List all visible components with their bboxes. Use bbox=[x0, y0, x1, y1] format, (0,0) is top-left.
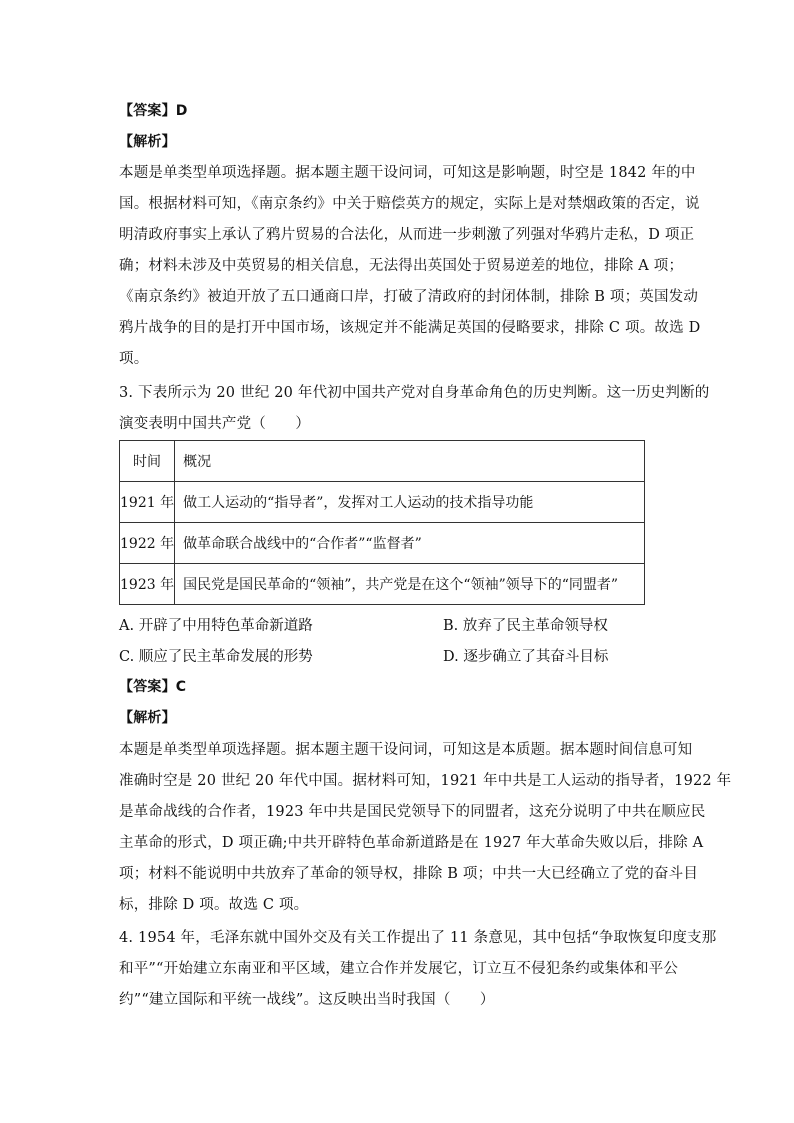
q4-stem-line: 约”“建立国际和平统一战线”。这反映出当时我国（ ） bbox=[119, 992, 495, 1008]
q3-stem-line: 3. 下表所示为 20 世纪 20 年代初中国共产党对自身革命角色的历史判断。这一历史判断的 bbox=[119, 385, 710, 401]
table-cell-year: 1922 年 bbox=[120, 523, 175, 564]
table-cell-year: 1921 年 bbox=[120, 482, 175, 523]
q3-analysis-line: 主革命的形式，D 项正确;中共开辟特色革命新道路是在 1927 年大革命失败以后，排除 A bbox=[119, 835, 704, 851]
q2-analysis-line: 《南京条约》被迫开放了五口通商口岸，打破了清政府的封闭体制，排除 B 项；英国发动 bbox=[119, 289, 699, 305]
table-row bbox=[120, 564, 645, 605]
q2-analysis-line: 国。根据材料可知，《南京条约》中关于赔偿英方的规定，实际上是对禁烟政策的否定，说 bbox=[119, 196, 700, 212]
q2-analysis-line: 项。 bbox=[119, 351, 149, 367]
table-cell-overview: 国民党是国民革命的“领袖”，共产党是在这个“领袖”领导下的“同盟者” bbox=[175, 564, 645, 605]
q2-analysis-line: 确；材料未涉及中英贸易的相关信息，无法得出英国处于贸易逆差的地位，排除 A 项； bbox=[119, 258, 684, 274]
q3-history-table bbox=[119, 440, 645, 605]
q4-stem-line: 和平”“开始建立东南亚和平区域，建立合作并发展它，订立互不侵犯条约或集体和平公 bbox=[119, 961, 679, 977]
q3-answer: 【答案】C bbox=[119, 679, 187, 695]
q2-analysis-line: 鸦片战争的目的是打开中国市场，该规定并不能满足英国的侵略要求，排除 C 项。故选 D bbox=[119, 320, 701, 336]
q4-stem-line: 4. 1954 年，毛泽东就中国外交及有关工作提出了 11 条意见，其中包括“争取恢复印度支那 bbox=[119, 930, 717, 946]
table-cell-overview: 做工人运动的“指导者”，发挥对工人运动的技术指导功能 bbox=[175, 482, 645, 523]
table-cell-overview: 做革命联合战线中的“合作者”“监督者” bbox=[175, 523, 645, 564]
q2-analysis-line: 明清政府事实上承认了鸦片贸易的合法化，从而进一步刺激了列强对华鸦片走私，D 项正 bbox=[119, 227, 695, 243]
q2-analysis-line: 本题是单类型单项选择题。据本题主题干设问词，可知这是影响题，时空是 1842 年的中 bbox=[119, 165, 696, 181]
q3-analysis-line: 准确时空是 20 世纪 20 年代中国。据材料可知，1921 年中共是工人运动的指导者，1922 年 bbox=[119, 773, 732, 789]
q3-analysis-line: 项；材料不能说明中共放弃了革命的领导权，排除 B 项；中共一大已经确立了党的奋斗目 bbox=[119, 866, 699, 882]
table-row bbox=[120, 523, 645, 564]
q3-stem-line: 演变表明中国共产党（ ） bbox=[119, 416, 311, 432]
table-cell-year: 1923 年 bbox=[120, 564, 175, 605]
table-header-cell-overview: 概况 bbox=[175, 441, 645, 482]
q2-answer: 【答案】D bbox=[119, 103, 188, 119]
table-row bbox=[120, 482, 645, 523]
q3-option-c: C. 顺应了民主革命发展的形势 bbox=[119, 649, 313, 665]
q3-analysis-line: 标，排除 D 项。故选 C 项。 bbox=[119, 897, 309, 913]
q2-analysis-label: 【解析】 bbox=[119, 134, 176, 150]
q3-analysis-line: 是革命战线的合作者，1923 年中共是国民党领导下的同盟者，这充分说明了中共在顺应民 bbox=[119, 804, 706, 820]
table-header-cell-time: 时间 bbox=[120, 441, 175, 482]
q3-analysis-line: 本题是单类型单项选择题。据本题主题干设问词，可知这是本质题。据本题时间信息可知 bbox=[119, 742, 693, 758]
q3-option-a: A. 开辟了中用特色革命新道路 bbox=[119, 618, 313, 634]
q3-option-b: B. 放弃了民主革命领导权 bbox=[443, 618, 608, 634]
q3-option-d: D. 逐步确立了其奋斗目标 bbox=[443, 649, 609, 665]
table-header-row bbox=[120, 441, 645, 482]
q3-analysis-label: 【解析】 bbox=[119, 710, 176, 726]
